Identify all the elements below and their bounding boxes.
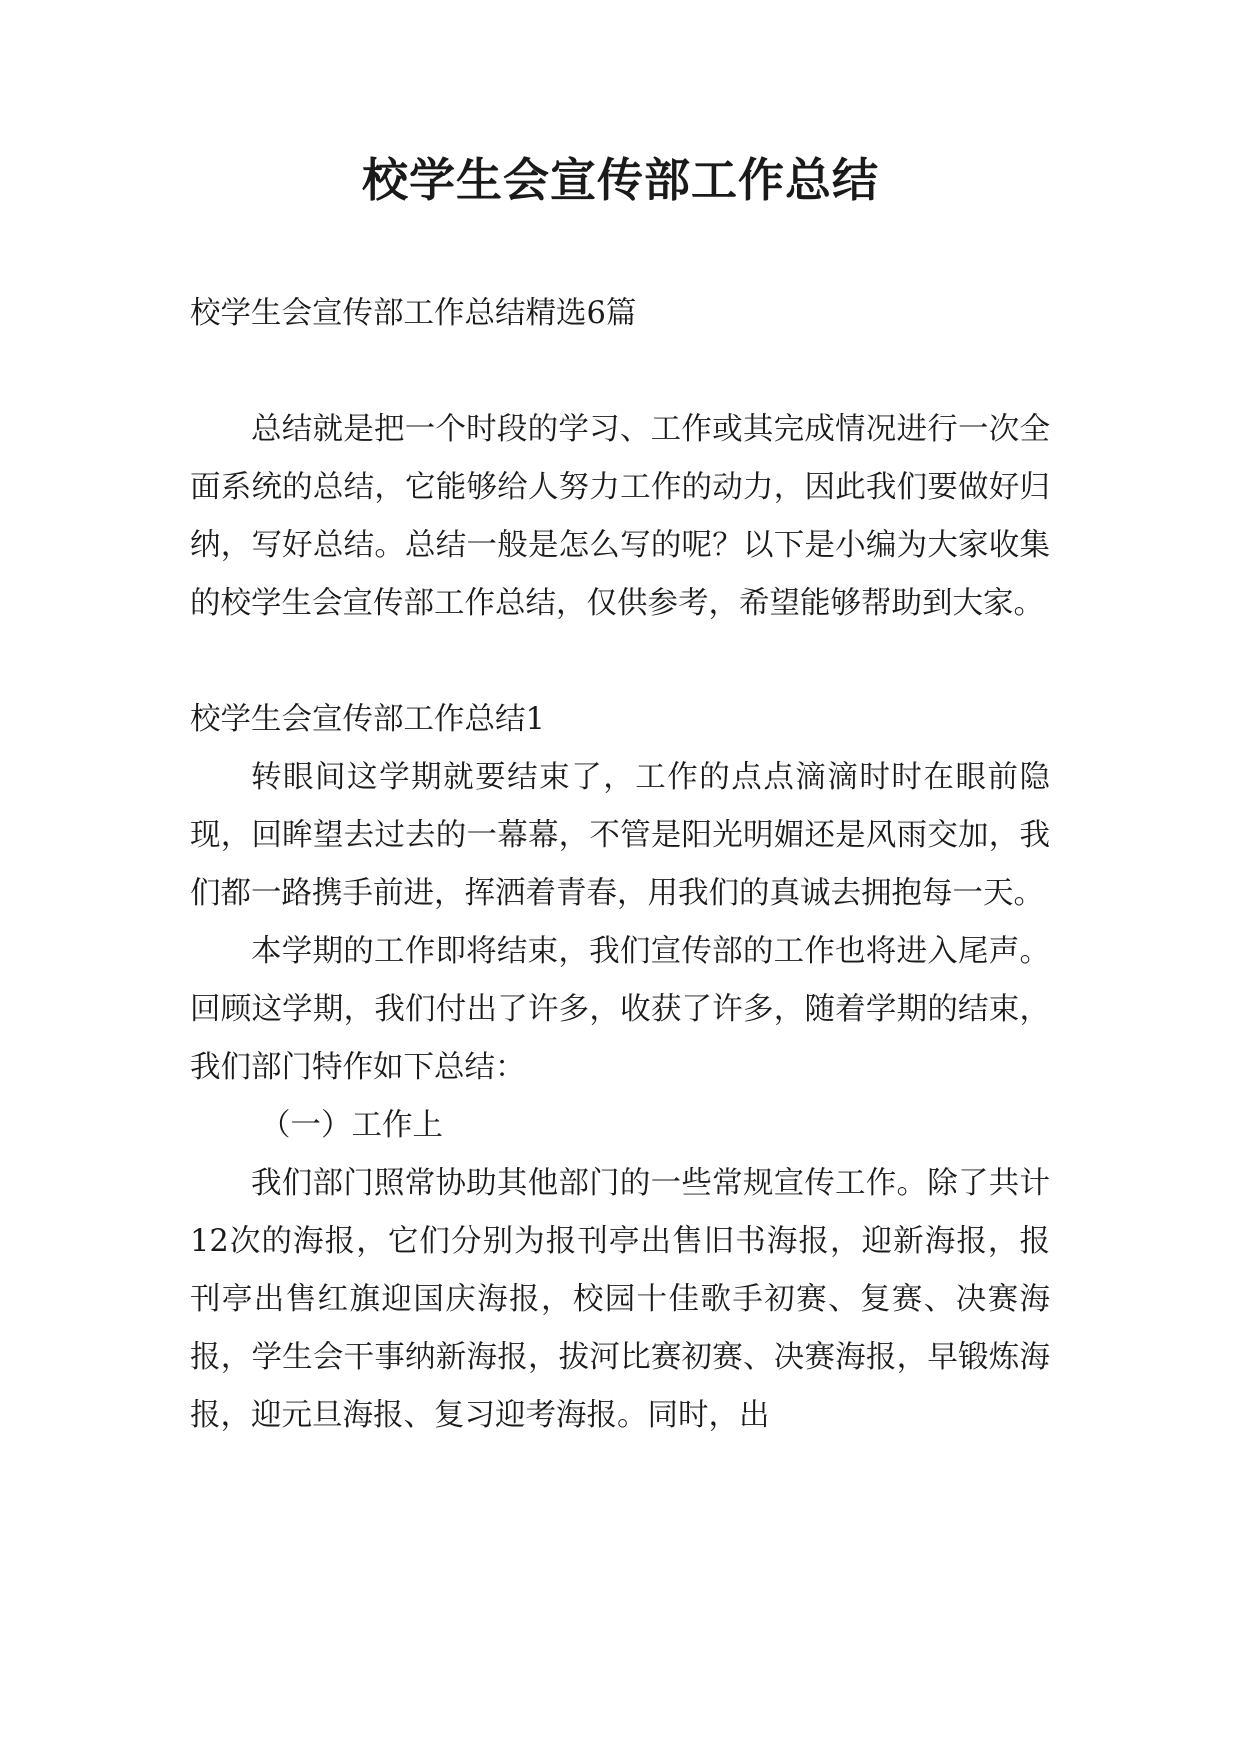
body-paragraph: 本学期的工作即将结束，我们宣传部的工作也将进入尾声。回顾这学期，我们付出了许多，收获了许多，随着学期的结束，我们部门特作如下总结： <box>190 934 1050 1085</box>
subsection-heading: （一）工作上 <box>260 1108 443 1143</box>
body-paragraph: 转眼间这学期就要结束了，工作的点点滴滴时时在眼前隐现，回眸望去过去的一幕幕，不管是阳光明媚还是风雨交加，我们都一路携手前进，挥洒着青春，用我们的真诚去拥抱每一天。 <box>190 760 1050 911</box>
body-paragraph: 我们部门照常协助其他部门的一些常规宣传工作。除了共计12次的海报，它们分别为报刊亭出售旧书海报，迎新海报，报刊亭出售红旗迎国庆海报，校园十佳歌手初赛、复赛、决赛海报，学生会干事纳新海报，拔河比赛初赛、决赛海报，早锻炼海报，迎元旦海报、复习迎考海报。同时，出 <box>190 1166 1050 1433</box>
section-heading: 校学生会宣传部工作总结1 <box>190 702 545 737</box>
intro-paragraph: 总结就是把一个时段的学习、工作或其完成情况进行一次全面系统的总结，它能够给人努力工作的动力，因此我们要做好归纳，写好总结。总结一般是怎么写的呢？以下是小编为大家收集的校学生会宣传部工作总结，仅供参考，希望能够帮助到大家。 <box>190 412 1050 621</box>
document-subtitle: 校学生会宣传部工作总结精选6篇 <box>190 296 637 331</box>
document-title: 校学生会宣传部工作总结 <box>362 153 879 207</box>
document-body <box>190 285 1050 1445</box>
